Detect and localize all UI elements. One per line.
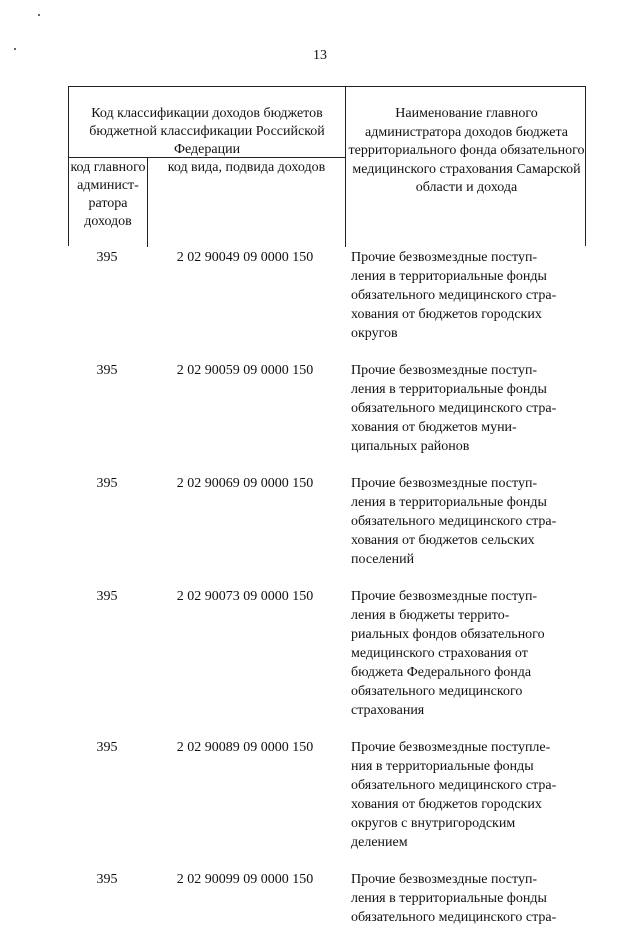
admin-code-cell: 395 bbox=[96, 740, 118, 755]
table-row bbox=[68, 248, 586, 343]
admin-code-cell: 395 bbox=[96, 250, 118, 265]
name-heading: Наименование главного администратора доходов бюджета территориального фонда обязательного медицинского страхования Самарской области и дохода bbox=[348, 106, 585, 195]
page-number: 13 bbox=[313, 48, 327, 63]
income-code-cell: 2 02 90099 09 0000 150 bbox=[176, 872, 314, 887]
income-name-cell: Прочие безвозмездные поступ- ления в территориальные фонды обязательного медицинского стра- хования от бюджетов муни- ципальных районов bbox=[351, 363, 557, 454]
income-name-cell: Прочие безвозмездные поступ- ления в территориальные фонды обязательного медицинского стра- хования от бюджетов сельских поселений bbox=[351, 476, 557, 567]
income-name-cell: Прочие безвозмездные поступ- ления в бюджеты террито- риальных фондов обязательного медицинского страхования от бюджета Федерального фонда обязательного медицинского страхования bbox=[351, 589, 545, 718]
table-row bbox=[68, 361, 586, 456]
admin-code-heading: код главного админист-ратора доходов bbox=[70, 160, 146, 229]
income-type-code-heading: код вида, подвида доходов bbox=[167, 160, 326, 175]
admin-code-cell: 395 bbox=[96, 476, 118, 491]
income-code-cell: 2 02 90073 09 0000 150 bbox=[176, 589, 314, 604]
admin-code-cell: 395 bbox=[96, 589, 118, 604]
income-name-cell: Прочие безвозмездные поступле- ния в территориальные фонды обязательного медицинского стра- хования от бюджетов городских округов с внутригородским делением bbox=[351, 740, 557, 850]
income-code-cell: 2 02 90059 09 0000 150 bbox=[176, 363, 314, 378]
income-code-cell: 2 02 90089 09 0000 150 bbox=[176, 740, 314, 755]
classification-code-heading: Код классификации доходов бюджетов бюджетной классификации Российской Федерации bbox=[89, 106, 325, 157]
table-row bbox=[68, 870, 586, 927]
admin-code-cell: 395 bbox=[96, 872, 118, 887]
table-body bbox=[68, 248, 586, 945]
income-name-cell: Прочие безвозмездные поступ- ления в территориальные фонды обязательного медицинского стра- bbox=[351, 872, 557, 925]
scan-speck bbox=[38, 14, 40, 16]
table-row bbox=[68, 587, 586, 720]
table-row bbox=[68, 474, 586, 569]
header-divider bbox=[69, 157, 345, 158]
admin-code-cell: 395 bbox=[96, 363, 118, 378]
income-name-cell: Прочие безвозмездные поступ- ления в территориальные фонды обязательного медицинского стра- хования от бюджетов городских округов bbox=[351, 250, 557, 341]
income-code-cell: 2 02 90069 09 0000 150 bbox=[176, 476, 314, 491]
table-header bbox=[68, 86, 586, 246]
income-code-cell: 2 02 90049 09 0000 150 bbox=[176, 250, 314, 265]
table-row bbox=[68, 738, 586, 852]
